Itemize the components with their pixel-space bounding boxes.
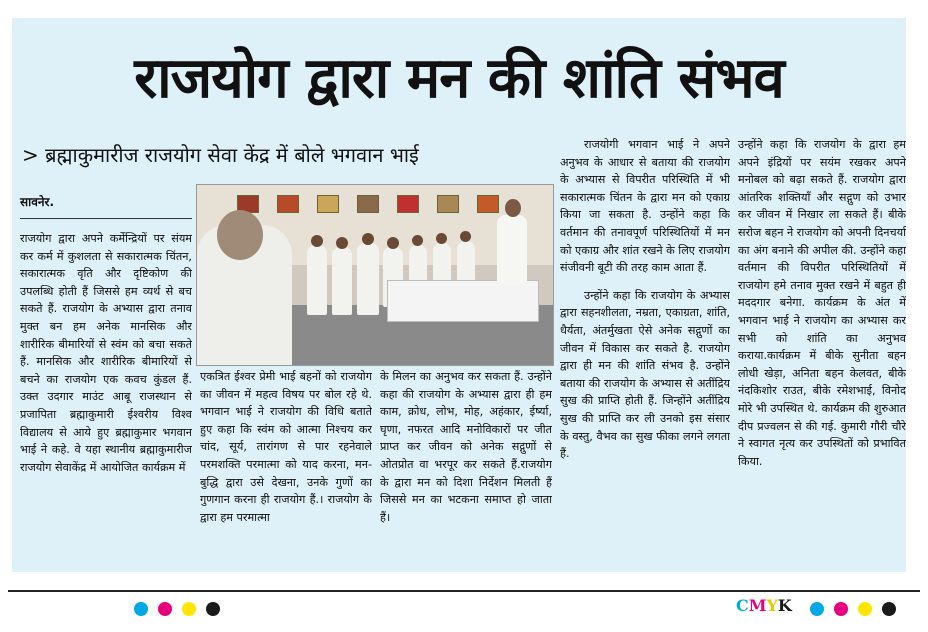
cyan-dot-icon [134, 602, 148, 616]
event-photo [196, 184, 554, 366]
yellow-dot-icon [182, 602, 196, 616]
column-4-paragraph-1: राजयोगी भगवान भाई ने अपने अनुभव के आधार से बताया की राजयोग के अभ्यास से विपरीत परिस्थिति में भी सकारात्मक चिंतन के द्वारा मन को एकाग्र किया जा सकता है. उन्होंने कहा कि वर्तमान की तनावपूर्ण परिस्थितियों में मन को एकाग्र और शांत रखने के लिए राजयोग संजीवनी बूटी की तरह काम आता हैं. [560, 138, 730, 275]
article-column-1 [20, 230, 192, 568]
yellow-dot-icon [858, 602, 872, 616]
registration-dots-right [810, 598, 896, 614]
page-bottom-rule [8, 590, 920, 592]
article-headline: राजयोग द्वारा मन की शांति संभव [134, 46, 784, 111]
article-column-2 [200, 368, 372, 568]
column-1-text: राजयोग द्वारा अपने कर्मेन्द्रियों पर संयम कर कर्म में कुशलता से सकारात्मक चिंतन, सकारात्मक वृति और दृष्टिकोण की उपलब्धि होती हैं जिससे हम व्यर्थ से बच सकते हैं. राजयोग के अभ्यास द्वारा तनाव मुक्त बन हम अनेक मानसिक और शारीरिक बीमारियों से स्वंम को बचा सकते हैं. मानसिक और शारीरिक बीमारियों से बचने का राजयोग एक कवच कुंडल हैं. उक्त उदगार माउंट आबू राजस्थान से प्रजापिता ब्रह्माकुमारी ईश्वरीय विश्व विद्यालय से आये हुए ब्रह्माकुमार भगवान भाई ने कहे. वे यहा स्थानीय ब्रह्माकुमारीज राजयोग सेवाकेंद्र में आयोजित कार्यक्रम में [20, 232, 192, 474]
registration-dots-left [134, 598, 230, 614]
black-dot-icon [882, 602, 896, 616]
column-3-text: के मिलन का अनुभव कर सकता हैं. उन्होंने कहा की राजयोग के अभ्यास द्वारा ही हम काम, क्रोध, लोभ, मोह, अहंकार, ईर्ष्या, घृणा, नफरत आदि मनोविकारों पर जीत प्राप्त कर जीवन को अनेक सद्गुणों से ओतप्रोत वा भरपूर कर सकते हैं.राजयोग के द्वारा मन को दिशा निर्देशन मिलती हैं जिससे मन का भटकना समाप्त हो जाता हैं। [380, 370, 552, 524]
article-column-3 [380, 368, 552, 568]
previous-page-strip [0, 0, 928, 8]
magenta-dot-icon [158, 602, 172, 616]
article-subheading: > ब्रह्माकुमारीज राजयोग सेवा केंद्र में बोले भगवान भाई [22, 143, 419, 167]
news-article [12, 18, 906, 572]
cyan-dot-icon [810, 602, 824, 616]
column-4-paragraph-2: उन्होंने कहा कि राजयोग के अभ्यास द्वारा सहनशीलता, नम्रता, एकाग्रता, शांति, धैर्यता, अंतर्मुखता ऐसे अनेक सद्गुणों का जीवन में विकास कर सकते है. राजयोग द्वारा ही मन की शांति संभव है. उन्होंने बताया की राजयोग के अभ्यास से अतींद्रिय सुख की प्राप्ति होती हैं. जिन्होंने अतींद्रिय सुख की प्राप्ति कर ली उनको इस संसार के वस्तु, वैभव का सुख फीका लगने लगता हैं. [560, 288, 730, 461]
dateline-divider [20, 218, 192, 219]
black-dot-icon [206, 602, 220, 616]
article-column-5 [738, 136, 906, 568]
cmyk-label: CMYK [736, 596, 792, 615]
magenta-dot-icon [834, 602, 848, 616]
article-column-4 [560, 136, 730, 568]
column-2-text: एकत्रित ईश्वर प्रेमी भाई बहनों को राजयोग का जीवन में महत्व विषय पर बोल रहे थे. भगवान भाई ने राजयोग की विधि बताते हुए कहा कि स्वंम को आत्मा निश्चय कर चांद, सूर्य, तारांगण से पार रहनेवाले परमशक्ति परमात्मा को याद करना, मन-बुद्धि द्वारा उसे देखना, उनके गुणों का गुणगान करना ही राजयोग हैं.। राजयोग के द्वारा हम परमात्मा [200, 370, 372, 524]
dateline: सावनेर. [20, 195, 55, 209]
column-5-text: उन्होंने कहा कि राजयोग के द्वारा हम अपने इंद्रियों पर सयंम रखकर अपने मनोबल को बढ़ा सकते हैं. राजयोग द्वारा आंतरिक शक्तियाँ और सद्गुण को उभार कर जीवन में निखार ला सकते हैं। बीके सरोज बहन ने राजयोग को अपनी दिनचर्या का अंग बनाने की अपील की. उन्होंने कहा वर्तमान की विपरीत परिस्थितियों में राजयोग हमे तनाव मुक्त रखने में बहुत ही मददगार बनेगा. कार्यक्रम के अंत में भगवान भाई ने राजयोग का अभ्यास कर सभी को शांति का अनुभव कराया.कार्यक्रम में बीके सुनीता बहन लोधी खेड़ा, अनिता बहन केलवत, बीके नंदकिशोर राउत, बीके रमेशभाई, विनोद मोरे भी उपस्थित थे. कार्यक्रम की शुरुआत दीप प्रज्वलन से की गई. कुमारी गौरी चौरे ने स्वागत नृत्य कर उपस्थितों को प्रभावित किया. [738, 138, 906, 468]
